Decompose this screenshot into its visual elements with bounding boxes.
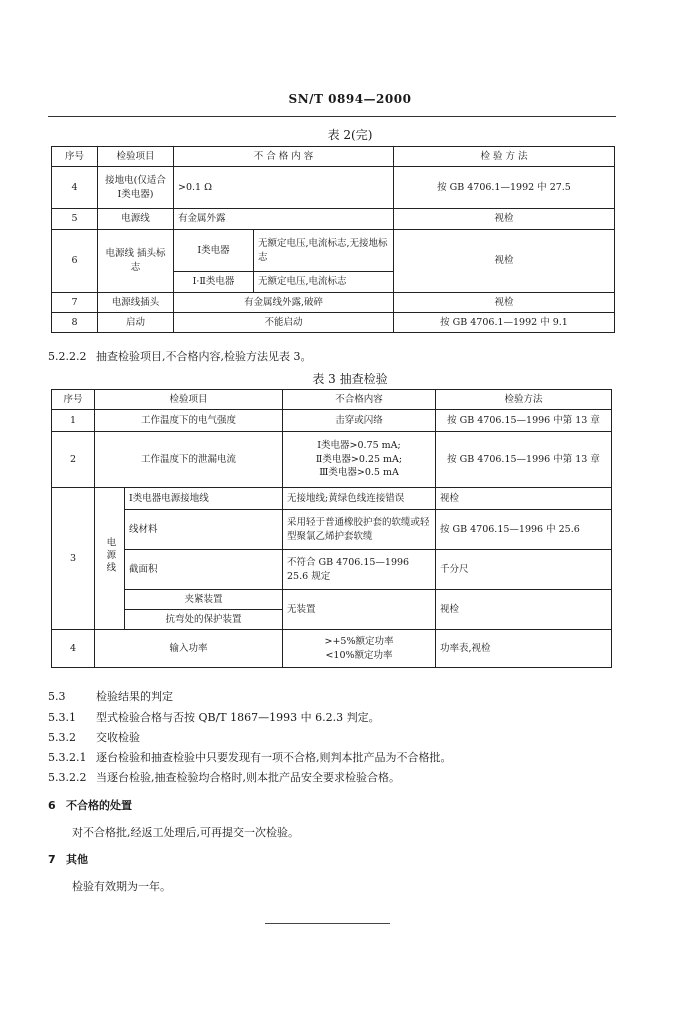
table3-r3de-criteria: 无装置 (283, 590, 436, 630)
clause-text: 型式检验合格与否按 QB/T 1867—1993 中 6.2.3 判定。 (96, 711, 380, 724)
table2-r4-item: 接地电(仅适合 Ⅰ类电器) (98, 167, 174, 209)
criteria-line: >+5%额定功率 (324, 635, 394, 647)
clause-text: 逐台检验和抽查检验中只要发现有一项不合格,则判本批产品为不合格批。 (96, 751, 452, 764)
group-label: 电源线 (104, 537, 116, 575)
table2-r7-criteria: 有金属线外露,破碎 (174, 293, 394, 313)
table2-r5-seq: 5 (52, 209, 98, 230)
table-row (52, 432, 612, 488)
section-7-heading (48, 851, 88, 867)
table2-r8-criteria: 不能启动 (174, 313, 394, 333)
table3-r3a-criteria: 无接地线;黄绿色线连接错误 (283, 488, 436, 510)
table-row (52, 410, 612, 432)
clause-5-3 (48, 690, 173, 703)
table3-r1-seq: 1 (52, 410, 95, 432)
clause-5-3-2-2 (48, 771, 400, 784)
clause-number: 5.3 (48, 690, 66, 703)
table3-r1-item: 工作温度下的电气强度 (95, 410, 283, 432)
criteria-line: Ⅱ类电器>0.25 mA; (315, 453, 403, 465)
table2-r6-item: 电源线 插头标志 (98, 230, 174, 293)
table2-r4-seq: 4 (52, 167, 98, 209)
table2-r6-sub1-criteria: 无额定电压,电流标志,无接地标志 (254, 230, 394, 272)
table3-r3c-method: 千分尺 (436, 550, 612, 590)
table3-r4-item: 输入功率 (95, 630, 283, 668)
table2-r8-item: 启动 (98, 313, 174, 333)
clause-number: 5.2.2.2 (48, 350, 87, 363)
table3-header-criteria: 不合格内容 (283, 390, 436, 410)
table3 (51, 389, 612, 668)
table2-r6-seq: 6 (52, 230, 98, 293)
table-row (52, 510, 612, 550)
clause-text: 当逐台检验,抽查检验均合格时,则本批产品安全要求检验合格。 (96, 771, 400, 784)
table2-r4-method: 按 GB 4706.1—1992 中 27.5 (394, 167, 615, 209)
clause-text: 交收检验 (96, 731, 140, 744)
table2-r7-method: 视检 (394, 293, 615, 313)
table2-header-method: 检 验 方 法 (394, 147, 615, 167)
table3-r1-method: 按 GB 4706.15—1996 中第 13 章 (436, 410, 612, 432)
table-row (52, 293, 615, 313)
table2-header-seq: 序号 (52, 147, 98, 167)
page-header: SN/T 0894—2000 (288, 92, 412, 106)
table3-header-item: 检验项目 (95, 390, 283, 410)
table3-header-method: 检验方法 (436, 390, 612, 410)
table2-r5-criteria: 有金属外露 (174, 209, 394, 230)
table3-r2-item: 工作温度下的泄漏电流 (95, 432, 283, 488)
table3-r2-criteria (283, 432, 436, 488)
clause-5-3-2-1 (48, 751, 452, 764)
clause-text: 抽查检验项目,不合格内容,检验方法见表 3。 (96, 350, 312, 363)
end-rule (265, 923, 390, 924)
clause-number: 5.3.2.1 (48, 751, 87, 764)
table3-r2-method: 按 GB 4706.15—1996 中第 13 章 (436, 432, 612, 488)
table-row (52, 488, 612, 510)
table2-r6-sub1-class: Ⅰ类电器 (174, 230, 254, 272)
table2-r8-method: 按 GB 4706.1—1992 中 9.1 (394, 313, 615, 333)
clause-5-2-2-2 (48, 350, 312, 363)
table-row (52, 313, 615, 333)
table3-caption: 表 3 抽查检验 (312, 372, 388, 386)
table2-header-row (52, 147, 615, 167)
table-row (52, 550, 612, 590)
section-title: 其他 (66, 853, 88, 866)
table3-r3b-item: 线材料 (125, 510, 283, 550)
table-row (52, 590, 612, 610)
table3-r3a-method: 视检 (436, 488, 612, 510)
table-row (52, 630, 612, 668)
table3-r4-method: 功率表,视检 (436, 630, 612, 668)
table2-r5-item: 电源线 (98, 209, 174, 230)
table3-r3-seq: 3 (52, 488, 95, 630)
table2-r8-seq: 8 (52, 313, 98, 333)
table2-r7-item: 电源线插头 (98, 293, 174, 313)
clause-number: 5.3.2 (48, 731, 76, 744)
table3-r4-seq: 4 (52, 630, 95, 668)
table3-r1-criteria: 击穿或闪络 (283, 410, 436, 432)
clause-text: 检验结果的判定 (96, 690, 173, 703)
clause-number: 5.3.1 (48, 711, 76, 724)
section-6-body: 对不合格批,经返工处理后,可再提交一次检验。 (72, 826, 299, 839)
table3-r3b-method: 按 GB 4706.15—1996 中 25.6 (436, 510, 612, 550)
table3-r3de-method: 视检 (436, 590, 612, 630)
table2-r6-method: 视检 (394, 230, 615, 293)
table2-r7-seq: 7 (52, 293, 98, 313)
table-row (52, 209, 615, 230)
table3-header-seq: 序号 (52, 390, 95, 410)
table3-r3c-item: 截面积 (125, 550, 283, 590)
table3-r3b-criteria: 采用轻于普通橡胶护套的软缆或轻型聚氯乙烯护套软缆 (283, 510, 436, 550)
table2-r6-sub2-criteria: 无额定电压,电流标志 (254, 272, 394, 293)
section-number: 7 (48, 853, 56, 866)
section-title: 不合格的处置 (66, 799, 132, 812)
section-7-body: 检验有效期为一年。 (72, 880, 171, 893)
table2 (51, 146, 615, 333)
criteria-line: Ⅰ类电器>0.75 mA; (317, 439, 401, 451)
table2-r5-method: 视检 (394, 209, 615, 230)
table2-header-criteria: 不 合 格 内 容 (174, 147, 394, 167)
criteria-line: <10%额定功率 (325, 649, 393, 661)
clause-5-3-1 (48, 711, 380, 724)
table3-r3-group (95, 488, 125, 630)
table2-r4-criteria: >0.1 Ω (174, 167, 394, 209)
section-number: 6 (48, 799, 56, 812)
table2-r6-sub2-class: Ⅰ·Ⅱ类电器 (174, 272, 254, 293)
table3-r3c-criteria: 不符合 GB 4706.15—1996 25.6 规定 (283, 550, 436, 590)
section-6-heading (48, 797, 132, 813)
table3-r4-criteria (283, 630, 436, 668)
table-row (52, 167, 615, 209)
table3-r3a-item: Ⅰ类电器电源接地线 (125, 488, 283, 510)
table3-r2-seq: 2 (52, 432, 95, 488)
clause-5-3-2 (48, 731, 140, 744)
table2-caption: 表 2(完) (327, 128, 373, 142)
table3-r3d-item: 夹紧装置 (125, 590, 283, 610)
table3-header-row (52, 390, 612, 410)
table-row (52, 230, 615, 272)
header-divider (48, 116, 616, 117)
criteria-line: Ⅲ类电器>0.5 mA (319, 467, 399, 479)
table2-header-item: 检验项目 (98, 147, 174, 167)
clause-number: 5.3.2.2 (48, 771, 87, 784)
table3-r3e-item: 抗弯处的保护装置 (125, 610, 283, 630)
